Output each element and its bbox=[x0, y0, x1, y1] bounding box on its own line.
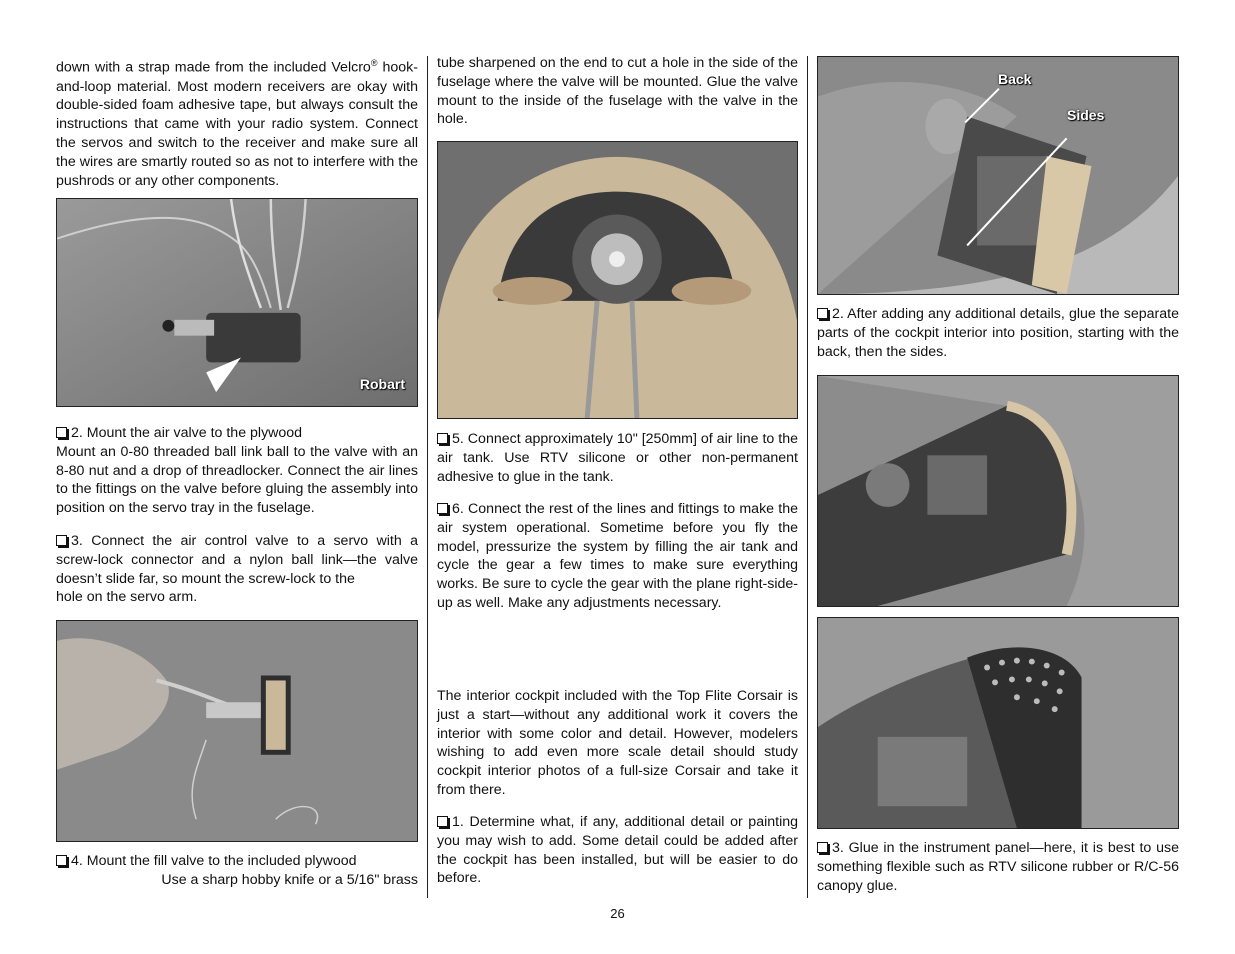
photo-air-tank-fuselage bbox=[437, 141, 798, 419]
checkbox-icon[interactable] bbox=[437, 433, 448, 444]
checkbox-icon[interactable] bbox=[437, 816, 448, 827]
col1-intro-paragraph: down with a strap made from the included Velcro® hook-and-loop material. Most modern receivers are okay with double-sided foam adhesive tape, but always consult the instructions that came with your radio system. Connect the servos and switch to the receiver and make sure all the wires are smartly routed so as not to interfere with the pushrods or any other components. bbox=[56, 58, 419, 189]
column-divider-2 bbox=[807, 56, 808, 898]
checkbox-icon[interactable] bbox=[56, 427, 67, 438]
photo-cockpit-back-sides bbox=[817, 56, 1179, 295]
col2-intro-paragraph: tube sharpened on the end to cut a hole in the side of the fuselage where the valve will be mounted. Glue the valve mount to the inside of the fuselage with the valve in the hole. bbox=[437, 55, 798, 128]
photo-instrument-panel bbox=[817, 617, 1179, 829]
col3-step2: 2. After adding any additional details, glue the separate parts of the cockpit interior into position, starting with the back, then the sides. bbox=[817, 306, 1179, 360]
checkbox-icon[interactable] bbox=[817, 842, 828, 853]
photo-air-valve-robart bbox=[56, 198, 418, 407]
page-number: 26 bbox=[610, 906, 625, 921]
col1-step2: 2. Mount the air valve to the plywood Mount an 0-80 threaded ball link ball to the valve with an 8-80 nut and a drop of threadlocker. Connect the air lines to the fittings on the valve before gluing the assembly into position on the servo tray in the fuselage. bbox=[56, 425, 418, 517]
photo-label-robart: Robart bbox=[359, 376, 405, 392]
col2-cockpit-paragraph: The interior cockpit included with the Top Flite Corsair is just a start—without any additional work it covers the interior with some color and detail. However, modelers wishing to add even more scale detail should study cockpit interior photos of a full-size Corsair and take it from there. bbox=[437, 688, 798, 798]
checkbox-icon[interactable] bbox=[817, 308, 828, 319]
checkbox-icon[interactable] bbox=[56, 535, 67, 546]
column-divider-1 bbox=[427, 56, 428, 898]
photo-label-sides: Sides bbox=[1067, 107, 1105, 123]
col3-step3: 3. Glue in the instrument panel—here, it is best to use something flexible such as RTV silicone rubber or R/C-56 canopy glue. bbox=[817, 840, 1179, 894]
photo-cockpit-installed bbox=[817, 375, 1179, 607]
checkbox-icon[interactable] bbox=[56, 855, 67, 866]
photo-label-back: Back bbox=[998, 71, 1032, 87]
col2-step1: 1. Determine what, if any, additional detail or painting you may wish to add. Some detail could be added after the cockpit has been installed, but will be easier to do before. bbox=[437, 814, 798, 887]
checkbox-icon[interactable] bbox=[437, 503, 448, 514]
photo-fill-valve bbox=[56, 620, 418, 842]
col2-step6: 6. Connect the rest of the lines and fittings to make the air system operational. Sometime before you fly the model, pressurize the system by filling the air tank and cycle the gear a few times to make sure everything works. Be sure to cycle the gear with the plane right-side-up as well. Make any adjustments necessary. bbox=[437, 501, 798, 611]
col2-step5: 5. Connect approximately 10" [250mm] of air line to the air tank. Use RTV silicone or other non-permanent adhesive to glue in the tank. bbox=[437, 431, 798, 485]
col1-step3: 3. Connect the air control valve to a servo with a screw-lock connector and a nylon ball link—the valve doesn’t slide far, so mount the screw-lock to the hole on the servo arm. bbox=[56, 533, 418, 606]
col1-step4: 4. Mount the fill valve to the included plywood Use a sharp hobby knife or a 5/16" brass bbox=[56, 852, 418, 890]
